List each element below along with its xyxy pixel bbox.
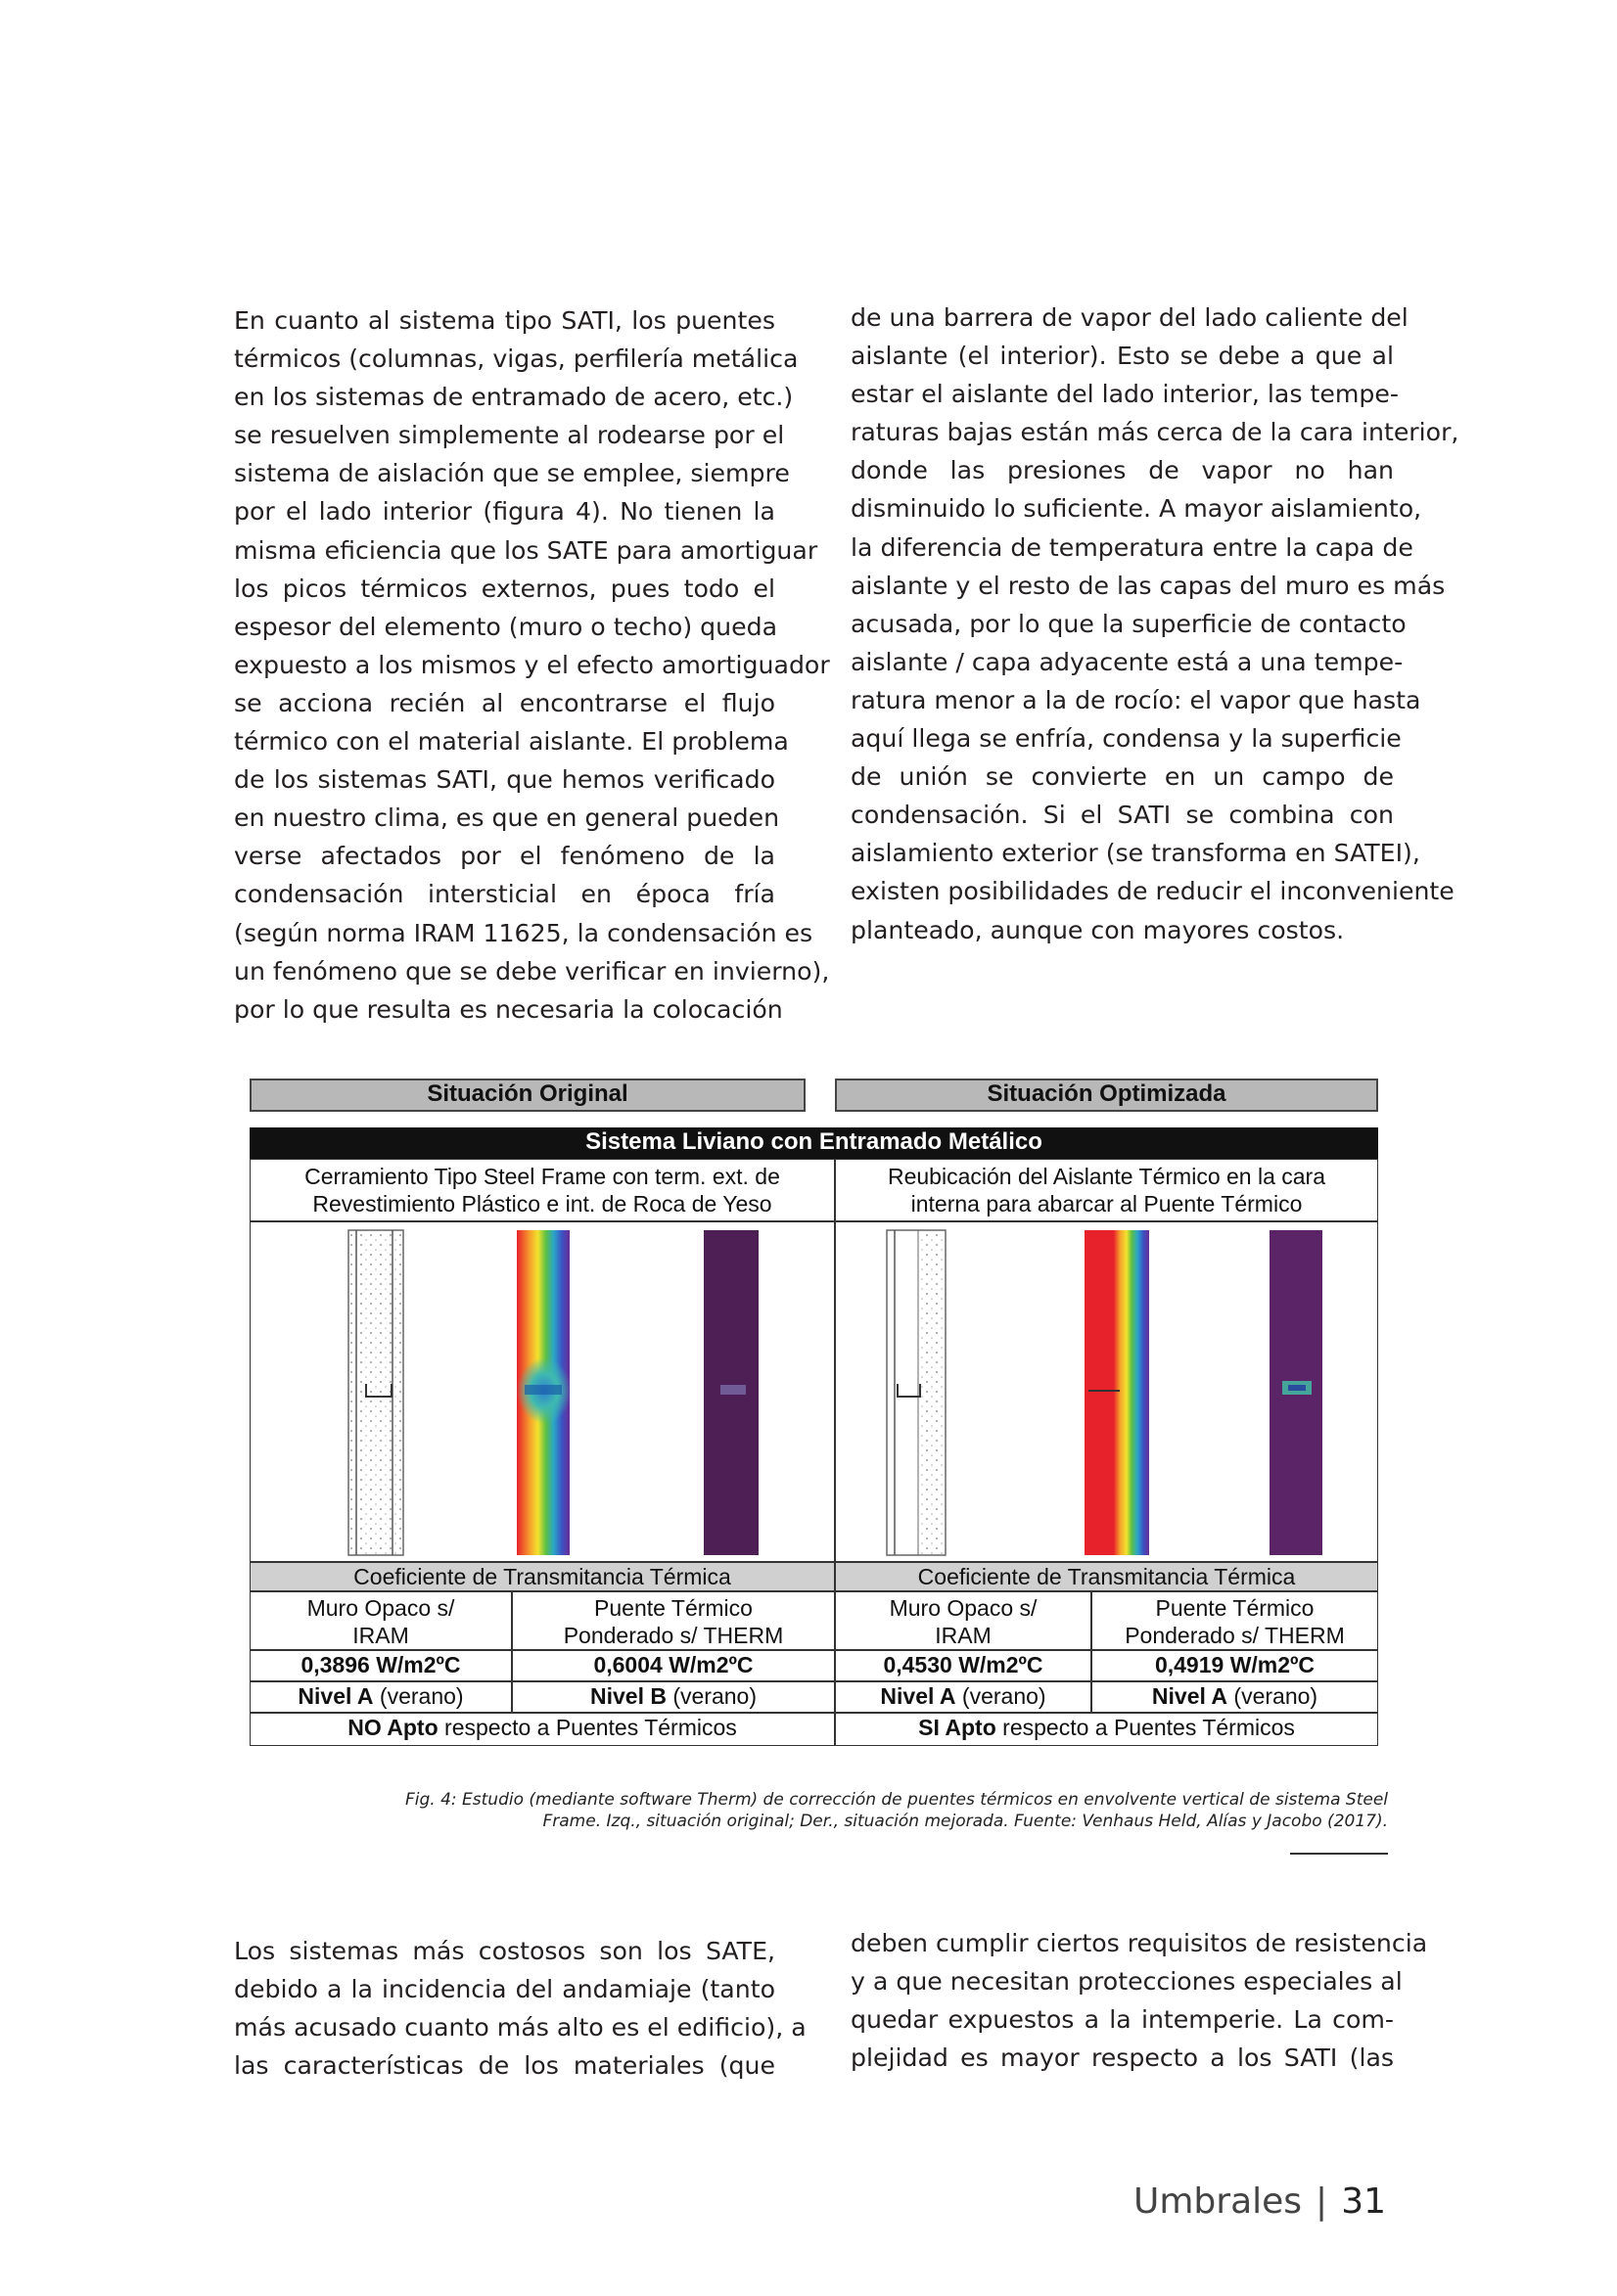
text-line: deben cumplir ciertos requisitos de resistencia <box>851 1929 1428 1957</box>
right-col-head-puente-line-2: Ponderado s/ THERM <box>1125 1623 1345 1648</box>
text-line: donde las presiones de vapor no han <box>851 456 1394 485</box>
right-header: Situación Optimizada <box>835 1079 1378 1112</box>
text-line: aislante / capa adyacente está a una tempe- <box>851 647 1404 676</box>
page-number: 31 <box>1341 2181 1386 2222</box>
left-therm-illustration <box>251 1222 835 1562</box>
left-level-muro-rest: (verano) <box>373 1683 464 1709</box>
text-line: los picos térmicos externos, pues todo el <box>234 574 775 603</box>
text-line: la diferencia de temperatura entre la capa de <box>851 532 1413 562</box>
left-col-head-puente <box>512 1591 835 1650</box>
left-col-head-muro-line-2: IRAM <box>352 1623 409 1648</box>
left-value-muro: 0,3896 W/m2ºC <box>250 1650 512 1681</box>
right-col-head-muro <box>835 1591 1091 1650</box>
text-line: aquí llega se enfría, condensa y la superficie <box>851 724 1402 754</box>
text-line: acusada, por lo que la superficie de contacto <box>851 609 1407 638</box>
text-line: planteado, aunque con mayores costos. <box>851 915 1345 944</box>
left-verdict <box>250 1713 835 1746</box>
right-level-puente-rest: (verano) <box>1227 1683 1318 1709</box>
right-col-head-muro-line-1: Muro Opaco s/ <box>889 1595 1038 1621</box>
right-col-head-puente <box>1091 1591 1378 1650</box>
left-desc-line-2: Revestimiento Plástico e int. de Roca de Yeso <box>312 1191 772 1217</box>
right-verdict-bold: SI Apto <box>918 1715 996 1740</box>
right-value-puente: 0,4919 W/m2ºC <box>1091 1650 1378 1681</box>
caption-rule <box>1290 1853 1388 1855</box>
left-description <box>250 1159 835 1221</box>
text-column-top-left <box>234 301 830 1029</box>
text-line: más acusado cuanto más alto es el edificio), a <box>234 2013 807 2043</box>
right-level-muro-rest: (verano) <box>955 1683 1046 1709</box>
text-column-bottom-right <box>851 1924 1428 2077</box>
journal-name: Umbrales <box>1133 2181 1303 2222</box>
text-line: condensación. Si el SATI se combina con <box>851 801 1394 830</box>
left-level-muro-bold: Nivel A <box>298 1683 374 1709</box>
text-line: de una barrera de vapor del lado caliente del <box>851 303 1409 332</box>
left-col-head-muro-line-1: Muro Opaco s/ <box>306 1595 455 1621</box>
left-therm-panel <box>250 1221 835 1562</box>
page-footer <box>1133 2181 1386 2224</box>
text-line: quedar expuestos a la intemperie. La com- <box>851 2005 1394 2035</box>
text-line: aislamiento exterior (se transforma en SATEI), <box>851 839 1420 868</box>
text-column-top-right <box>851 298 1459 949</box>
left-verdict-bold: NO Apto <box>347 1715 439 1740</box>
text-line: sistema de aislación que se emplee, siempre <box>234 459 790 488</box>
right-desc-line-1: Reubicación del Aislante Térmico en la cara <box>887 1164 1326 1189</box>
right-therm-illustration <box>836 1222 1378 1562</box>
text-line: un fenómeno que se debe verificar en invierno), <box>234 956 830 986</box>
text-line: (según norma IRAM 11625, la condensación es <box>234 918 813 947</box>
right-coef-title: Coeficiente de Transmitancia Térmica <box>835 1562 1378 1591</box>
text-line: aislante y el resto de las capas del muro es más <box>851 571 1446 600</box>
right-value-muro: 0,4530 W/m2ºC <box>835 1650 1091 1681</box>
right-col-head-muro-line-2: IRAM <box>935 1623 992 1648</box>
text-line: y a que necesitan protecciones especiales al <box>851 1967 1403 1997</box>
caption-line-2: Frame. Izq., situación original; Der., situación mejorada. Fuente: Venhaus Held, Alías y Jacobo (2017). <box>542 1812 1388 1831</box>
right-verdict <box>835 1713 1378 1746</box>
text-line: plejidad es mayor respecto a los SATI (las <box>851 2043 1394 2073</box>
right-verdict-rest: respecto a Puentes Térmicos <box>995 1715 1295 1740</box>
text-line: existen posibilidades de reducir el inconveniente <box>851 877 1455 906</box>
text-line: térmico con el material aislante. El problema <box>234 727 789 757</box>
text-line: por el lado interior (figura 4). No tienen la <box>234 497 775 527</box>
figure-caption <box>284 1789 1388 1832</box>
text-line: debido a la incidencia del andamiaje (tanto <box>234 1975 775 2004</box>
left-col-head-puente-line-1: Puente Térmico <box>594 1595 753 1621</box>
text-line: se acciona recién al encontrarse el flujo <box>234 688 775 717</box>
left-verdict-rest: respecto a Puentes Térmicos <box>438 1715 737 1740</box>
text-line: espesor del elemento (muro o techo) queda <box>234 612 778 641</box>
text-line: En cuanto al sistema tipo SATI, los puentes <box>234 306 775 335</box>
left-col-head-muro <box>250 1591 512 1650</box>
text-line: de los sistemas SATI, que hemos verificado <box>234 765 775 795</box>
right-desc-line-2: interna para abarcar al Puente Térmico <box>910 1191 1303 1217</box>
left-coef-title: Coeficiente de Transmitancia Térmica <box>250 1562 835 1591</box>
text-line: expuesto a los mismos y el efecto amortiguador <box>234 650 830 679</box>
text-line: térmicos (columnas, vigas, perfilería metálica <box>234 344 799 374</box>
left-level-puente <box>512 1681 835 1713</box>
text-line: se resuelven simplemente al rodearse por el <box>234 421 785 450</box>
left-level-muro <box>250 1681 512 1713</box>
left-header: Situación Original <box>250 1079 806 1112</box>
text-line: por lo que resulta es necesaria la colocación <box>234 994 783 1024</box>
right-description <box>835 1159 1378 1221</box>
text-line: raturas bajas están más cerca de la cara interior, <box>851 418 1459 447</box>
text-line: estar el aislante del lado interior, las tempe- <box>851 380 1399 409</box>
text-line: verse afectados por el fenómeno de la <box>234 842 775 871</box>
left-level-puente-bold: Nivel B <box>589 1683 667 1709</box>
right-therm-panel <box>835 1221 1378 1562</box>
text-line: misma eficiencia que los SATE para amortiguar <box>234 535 818 565</box>
text-line: ratura menor a la de rocío: el vapor que hasta <box>851 685 1421 714</box>
text-line: disminuido lo suficiente. A mayor aislamiento, <box>851 494 1422 524</box>
text-line: de unión se convierte en un campo de <box>851 762 1394 792</box>
text-line: las características de los materiales (que <box>234 2051 775 2081</box>
footer-separator: | <box>1316 2181 1328 2222</box>
text-line: aislante (el interior). Esto se debe a que al <box>851 342 1394 371</box>
right-level-muro-bold: Nivel A <box>880 1683 956 1709</box>
left-col-head-puente-line-2: Ponderado s/ THERM <box>563 1623 784 1648</box>
right-level-puente-bold: Nivel A <box>1151 1683 1228 1709</box>
left-value-puente: 0,6004 W/m2ºC <box>512 1650 835 1681</box>
left-desc-line-1: Cerramiento Tipo Steel Frame con term. ext. de <box>304 1164 780 1189</box>
right-level-puente <box>1091 1681 1378 1713</box>
text-column-bottom-left <box>234 1932 807 2085</box>
text-line: en los sistemas de entramado de acero, etc.) <box>234 383 794 412</box>
right-level-muro <box>835 1681 1091 1713</box>
left-level-puente-rest: (verano) <box>666 1683 758 1709</box>
system-title: Sistema Liviano con Entramado Metálico <box>250 1127 1378 1159</box>
text-line: Los sistemas más costosos son los SATE, <box>234 1937 775 1965</box>
text-line: en nuestro clima, es que en general pueden <box>234 804 780 833</box>
caption-line-1: Fig. 4: Estudio (mediante software Therm) de corrección de puentes térmicos en envolvente vertical de sistema Steel <box>404 1790 1388 1810</box>
right-col-head-puente-line-1: Puente Térmico <box>1155 1595 1315 1621</box>
figure-4 <box>250 1079 1378 1750</box>
text-line: condensación intersticial en época fría <box>234 880 775 909</box>
